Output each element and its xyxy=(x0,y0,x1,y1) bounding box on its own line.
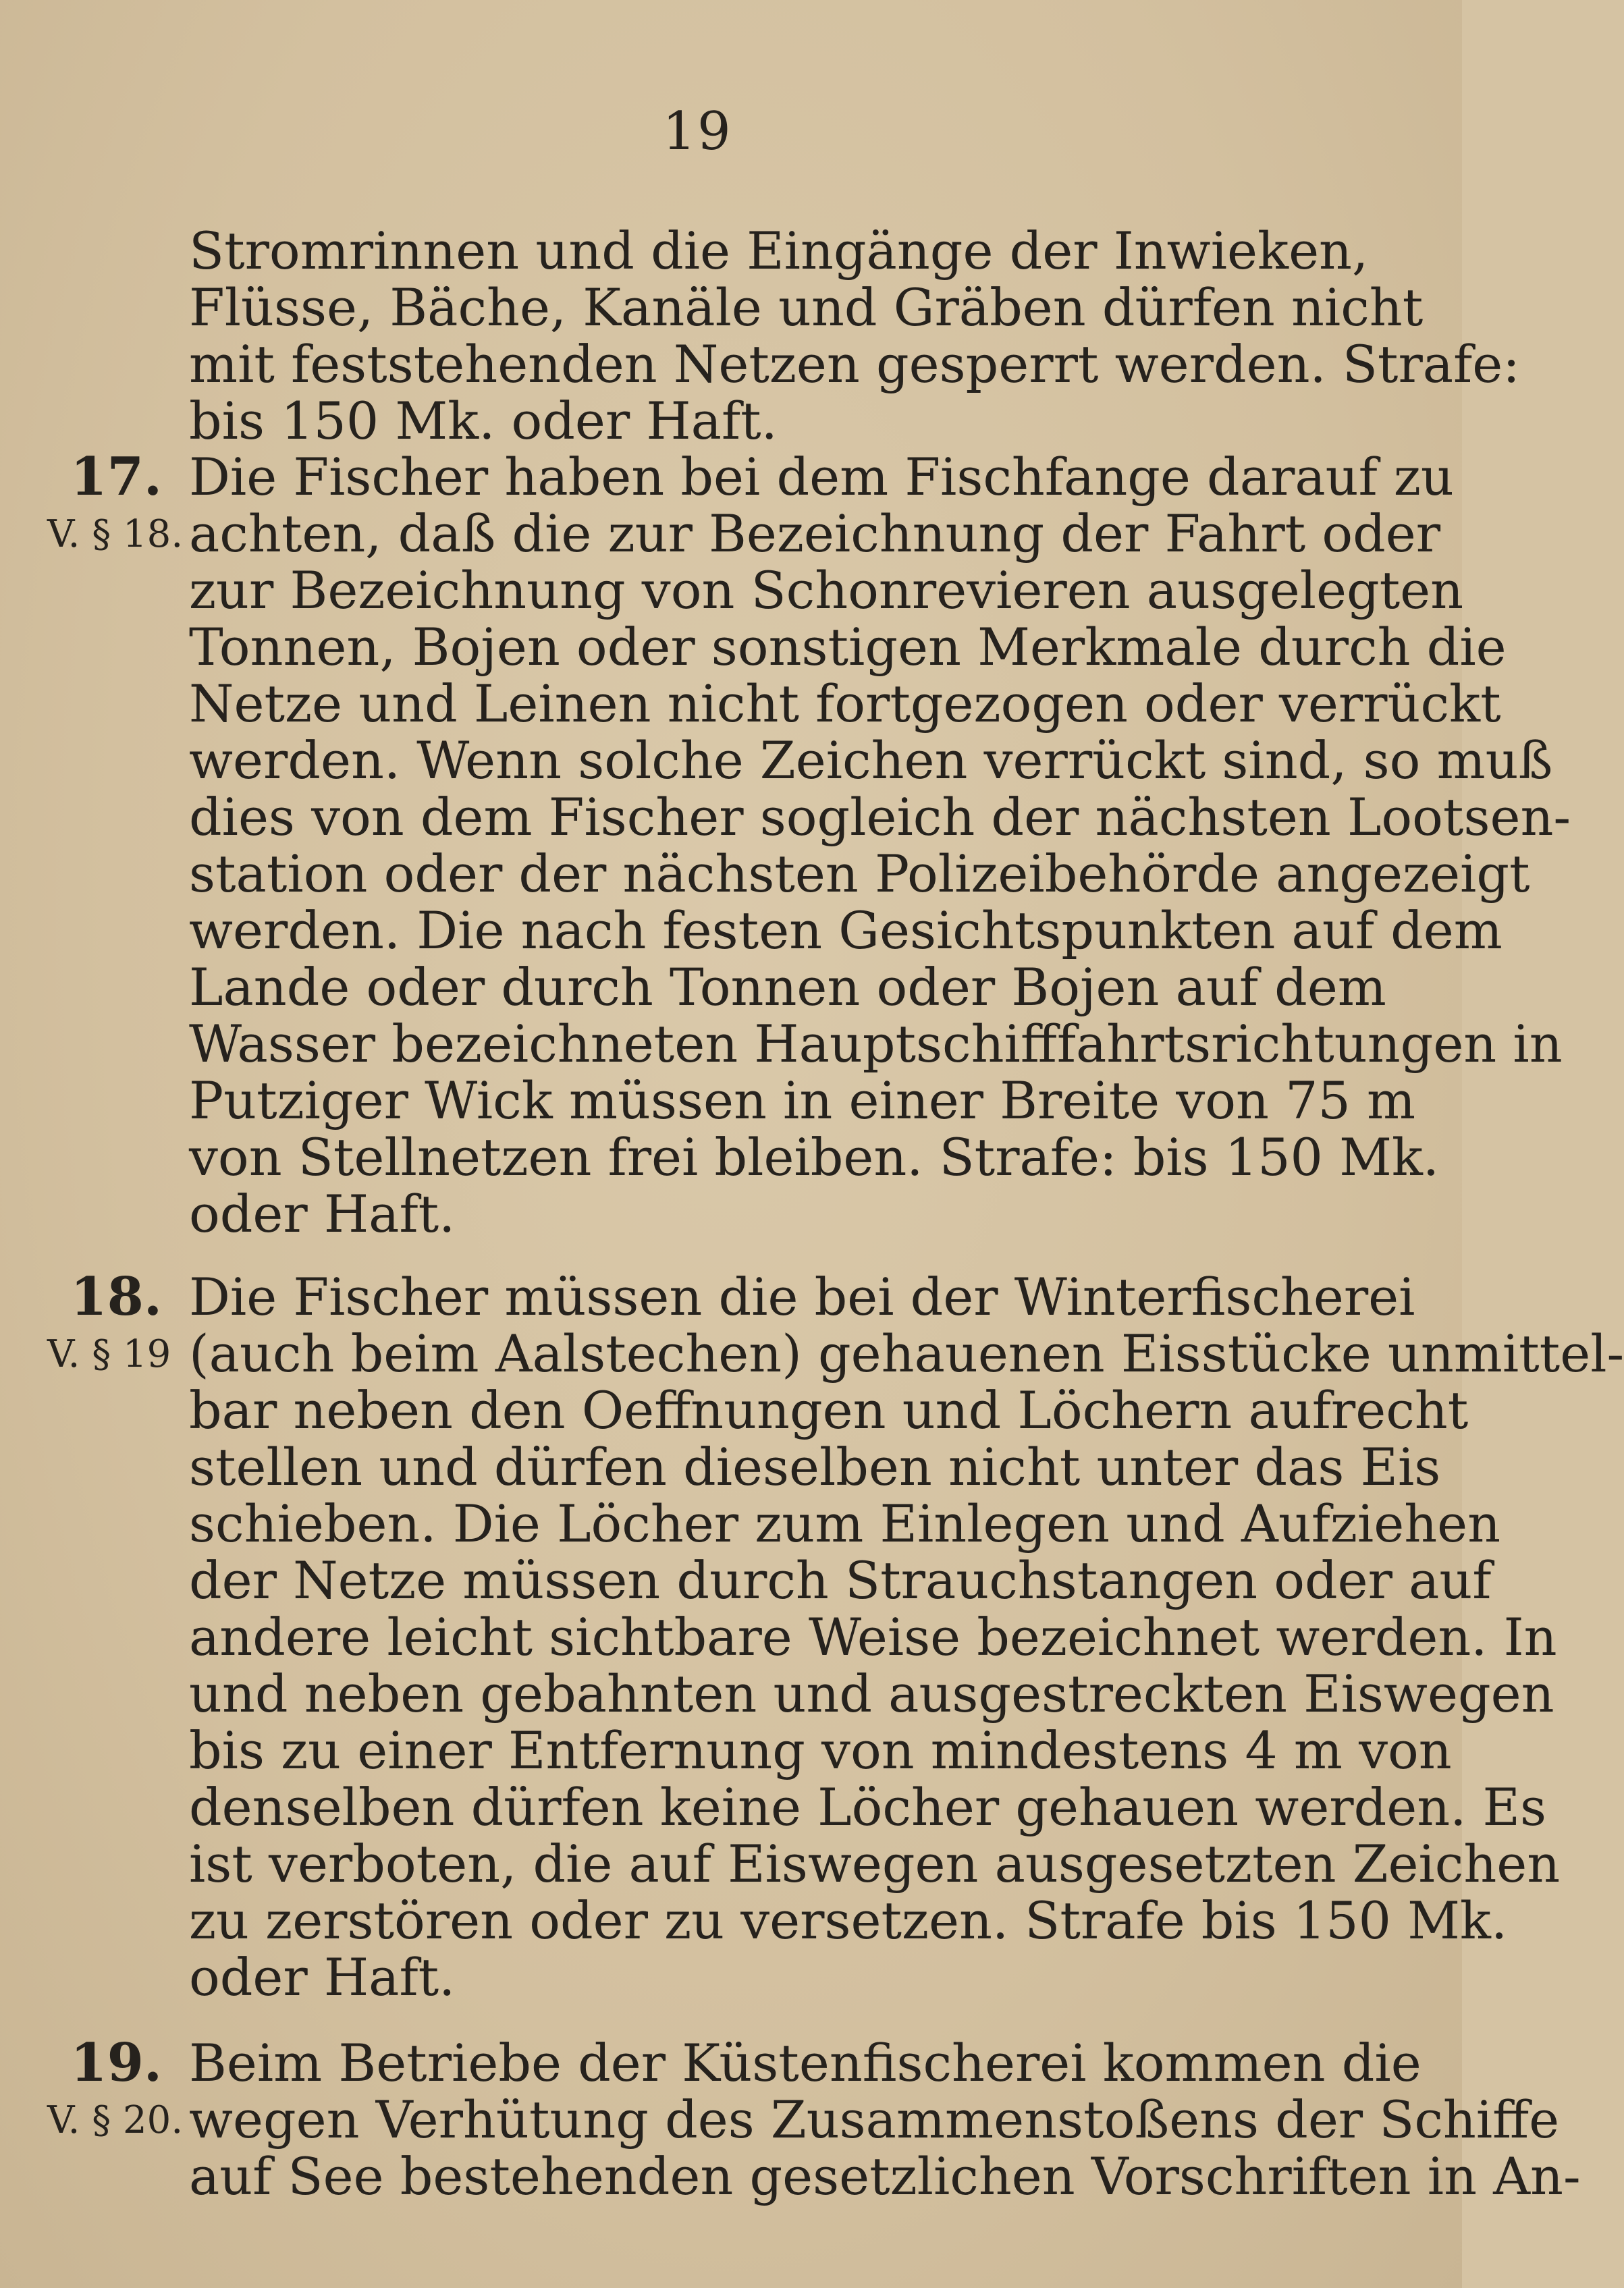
paragraph-number-17: 17. xyxy=(70,446,162,508)
text-line: von Stellnetzen frei bleiben. Strafe: bis 150 Mk. xyxy=(189,1127,1440,1187)
text-line: Tonnen, Bojen oder sonstigen Merkmale durch die xyxy=(189,617,1507,677)
text-line: (auch beim Aalstechen) gehauenen Eisstücke unmittel- xyxy=(189,1324,1624,1384)
paragraph-18 xyxy=(189,1267,1624,2007)
paragraph-number-19: 19. xyxy=(70,2032,162,2094)
text-line: Wasser bezeichneten Hauptschifffahrtsrichtungen in xyxy=(189,1014,1563,1074)
text-line: Die Fischer müssen die bei der Winterfischerei xyxy=(189,1267,1415,1327)
text-line: der Netze müssen durch Strauchstangen oder auf xyxy=(189,1550,1492,1610)
paragraph-number-18: 18. xyxy=(70,1266,162,1328)
text-line: ist verboten, die auf Eiswegen ausgesetzten Zeichen xyxy=(189,1834,1561,1894)
text-line: wegen Verhütung des Zusammenstoßens der Schiffe xyxy=(189,2090,1560,2150)
text-line: denselben dürfen keine Löcher gehauen werden. Es xyxy=(189,1777,1546,1837)
text-line: andere leicht sichtbare Weise bezeichnet werden. In xyxy=(189,1607,1557,1667)
text-line: Beim Betriebe der Küstenfischerei kommen die xyxy=(189,2033,1422,2093)
paragraph-17 xyxy=(189,447,1571,1244)
paragraph-reference-19: V. § 20. xyxy=(47,2098,184,2142)
page-number: 19 xyxy=(662,101,732,162)
text-line: schieben. Die Löcher zum Einlegen und Aufziehen xyxy=(189,1494,1501,1554)
text-line: mit feststehenden Netzen gesperrt werden. Strafe: xyxy=(189,334,1520,394)
text-line: und neben gebahnten und ausgestreckten Eiswegen xyxy=(189,1664,1554,1724)
text-line: werden. Wenn solche Zeichen verrückt sind, so muß xyxy=(189,730,1553,790)
paragraph-reference-17: V. § 18. xyxy=(47,512,184,556)
paragraph-19 xyxy=(189,2033,1581,2206)
text-line: achten, daß die zur Bezeichnung der Fahrt oder xyxy=(189,503,1441,564)
text-line: Stromrinnen und die Eingänge der Inwieken, xyxy=(189,221,1369,281)
text-line: Flüsse, Bäche, Kanäle und Gräben dürfen nicht xyxy=(189,277,1424,337)
text-line: Netze und Leinen nicht fortgezogen oder verrückt xyxy=(189,674,1501,734)
text-line: bis 150 Mk. oder Haft. xyxy=(189,391,778,451)
text-line: oder Haft. xyxy=(189,1184,456,1244)
text-line: bar neben den Oeffnungen und Löchern aufrecht xyxy=(189,1380,1469,1440)
paragraph-continued xyxy=(189,221,1520,451)
text-line: werden. Die nach festen Gesichtspunkten auf dem xyxy=(189,900,1503,960)
paragraph-reference-18: V. § 19 xyxy=(47,1332,171,1376)
text-line: station oder der nächsten Polizeibehörde angezeigt xyxy=(189,844,1530,904)
text-line: dies von dem Fischer sogleich der nächsten Lootsen- xyxy=(189,787,1571,847)
text-line: bis zu einer Entfernung von mindestens 4 m von xyxy=(189,1720,1452,1780)
text-line: stellen und dürfen dieselben nicht unter das Eis xyxy=(189,1437,1441,1497)
text-line: Putziger Wick müssen in einer Breite von 75 m xyxy=(189,1070,1416,1131)
text-line: Lande oder durch Tonnen oder Bojen auf dem xyxy=(189,957,1386,1017)
text-line: zur Bezeichnung von Schonrevieren ausgelegten xyxy=(189,560,1464,620)
text-line: Die Fischer haben bei dem Fischfange darauf zu xyxy=(189,447,1454,507)
text-line: auf See bestehenden gesetzlichen Vorschriften in An- xyxy=(189,2146,1581,2206)
text-line: oder Haft. xyxy=(189,1947,456,2007)
text-line: zu zerstören oder zu versetzen. Strafe bis 150 Mk. xyxy=(189,1890,1508,1951)
